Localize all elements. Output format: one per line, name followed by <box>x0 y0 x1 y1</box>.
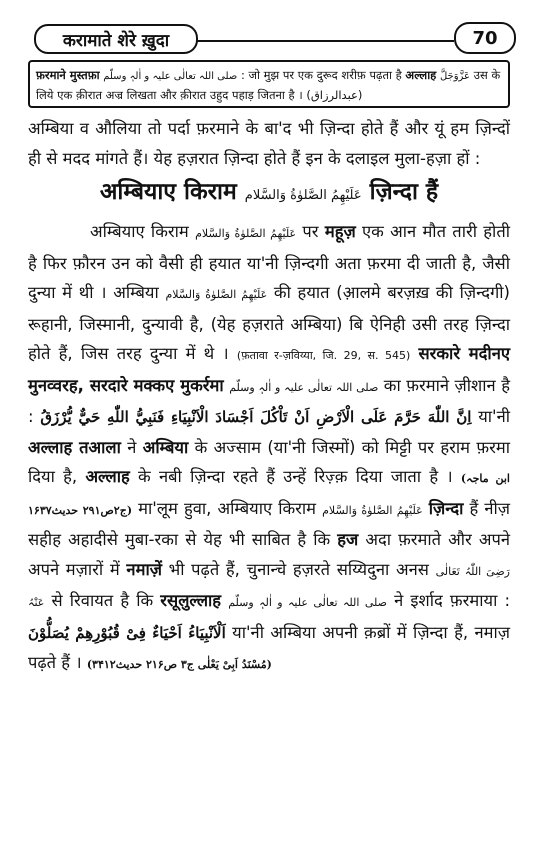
farman-label: फ़रमाने मुस्तफ़ा <box>36 68 100 82</box>
paragraph-2 <box>28 217 510 680</box>
farman-box <box>28 60 510 108</box>
page-header <box>26 18 516 58</box>
text-span: से रिवायत है कि <box>51 591 154 610</box>
text-span: हैं नीज़ सहीह अहादीसे मुबा-रका से येह भी साबित है कि <box>28 498 511 549</box>
farman-text-2: उस के लिये एक क़ीरात अज्र लिखता और क़ीरात उहुद पहाड़ जितना है । (عبدالرزاق) <box>36 68 501 102</box>
text-span: मा'लूम हुवा, अम्बियाए किराम <box>138 498 317 518</box>
arabic-salutation: عَلَيْهِمُ الصَّلوٰةُ وَالسَّلام <box>322 503 423 517</box>
text-span: अदा फ़रमाते और अपने अपने मज़ारों में <box>28 530 511 579</box>
reference: (फ़तावा र-ज़विय्या, जि. 29, स. 545) <box>236 349 411 362</box>
bold-term: रसूलुल्लाह <box>160 591 222 610</box>
arabic-salutation: صلی اللہ تعالٰی علیہ و اٰلہٖ وسلّم <box>229 380 379 394</box>
bold-term: सरकारे मदीनए मुनव्वरह, सरदारे मक्कए मुकर्रमा <box>28 344 510 395</box>
arabic-salutation: رَضِیَ اللّٰہُ تَعَالٰی عَنْہُ <box>28 564 510 609</box>
bold-term: नमाज़ें <box>126 559 162 579</box>
text-span: भी पढ़ते हैं, चुनान्चे हज़रते सय्यिदुना अनस <box>168 559 429 579</box>
section-heading <box>28 175 510 213</box>
text-span: के अज्साम (या'नी जिस्मों) को मिट्टी पर हराम फ़रमा दिया है, <box>28 437 511 486</box>
text-span: की हयात (आ़लमे बरज़ख़ की ज़िन्दगी) रूहानी, जिस्मानी, दुन्यावी है, (येह हज़राते अम्बिया) बि ऐनिही उसी तरह ज़िन्दा होते हैं, जिस तरह दुन्या में थे । <box>28 283 510 363</box>
arabic-hadith: اِنَّ اللّٰهَ حَرَّمَ عَلَى الْاَرْضِ اَنْ تَاْكُلَ اَجْسَادَ الْاَنْبِيَاءِ فَنَبِيُّ اللّٰهِ حَيٌّ يُّرْزَقُ <box>40 408 472 426</box>
bold-term: महूज़ <box>324 222 356 241</box>
arabic-salutation: عَلَيْهِمُ الصَّلوٰةُ وَالسَّلام <box>165 288 268 301</box>
farman-salutation: صلی اللہ تعالٰی علیہ و اٰلہٖ وسلّم <box>103 71 238 82</box>
bold-term: अल्लाह तआला <box>28 437 121 457</box>
heading-post: ज़िन्दा हैं <box>369 179 439 205</box>
text-span: अम्बियाए किराम <box>90 222 189 241</box>
arabic-salutation: عَلَيْهِمُ الصَّلوٰةُ وَالسَّلام <box>195 227 297 240</box>
text-span: के नबी ज़िन्दा रहते हैं उन्हें रिज़्क़ दिया जाता है । <box>138 467 453 486</box>
book-title: करामाते शेरे ख़ुदा <box>34 24 198 54</box>
bold-term: हज <box>337 530 359 549</box>
text-span: या'नी अम्बिया अपनी क़ब्रों में ज़िन्दा हैं, नमाज़ पढ़ते हैं । <box>28 622 511 672</box>
heading-pre: अम्बियाए किराम <box>99 179 237 205</box>
farman-azzawajal: عَزَّوَجَلَّ <box>439 71 471 82</box>
text-span: या'नी <box>478 407 511 426</box>
farman-text-1: : जो मुझ पर एक दुरूद शरीफ़ पढ़ता है <box>240 68 402 82</box>
farman-allah: अल्लाह <box>405 68 437 82</box>
text-span: पर <box>302 222 319 241</box>
paragraph-1: अम्बिया व औलिया तो पर्दा फ़रमाने के बा'द भी ज़िन्दा होते हैं और यूं हम ज़िन्दों ही से मदद मांगते हैं। येह हज़रात ज़िन्दा होते हैं इन के दलाइल मुला-हज़ा हों : <box>28 119 510 168</box>
page-number: 70 <box>454 22 516 54</box>
bold-term: ज़िन्दा <box>428 498 464 518</box>
bold-term: अल्लाह <box>85 467 130 486</box>
text-span: ने <box>127 437 137 457</box>
arabic-hadith: اَلْاَنْبِيَاءُ اَحْيَاءٌ فِىْ قُبُوْرِهِمْ يُصَلُّوْنَ <box>28 623 226 642</box>
arabic-salutation: صلی اللہ تعالٰی علیہ و اٰلہٖ وسلّم <box>228 596 387 609</box>
text-span: ने इर्शाद फ़रमाया : <box>394 591 511 610</box>
text-span: एक आन मौत तारी होती है फिर फ़ौरन उन को वैसी ही हयात या'नी ज़िन्दगी अता फ़रमा दी जाती है, जैसी दुन्या में थी । अम्बिया <box>28 222 511 302</box>
header-rule <box>196 40 454 42</box>
main-text <box>28 114 510 680</box>
bold-term: अम्बिया <box>142 437 189 457</box>
reference: (ابن ماجہ ج۲ص۲۹۱ حدیث۱۶۳۷) <box>28 472 510 517</box>
reference: (مُسْنَدُ اَبِیْ یَعْلٰی ج۳ ص۲۱۶ حدیث۳۴۱۲) <box>86 658 272 671</box>
text-span: का फ़रमाने ज़ीशान है : <box>28 375 510 426</box>
heading-arabic: عَلَيْهِمُ الصَّلوٰةُ وَالسَّلام <box>244 188 362 203</box>
